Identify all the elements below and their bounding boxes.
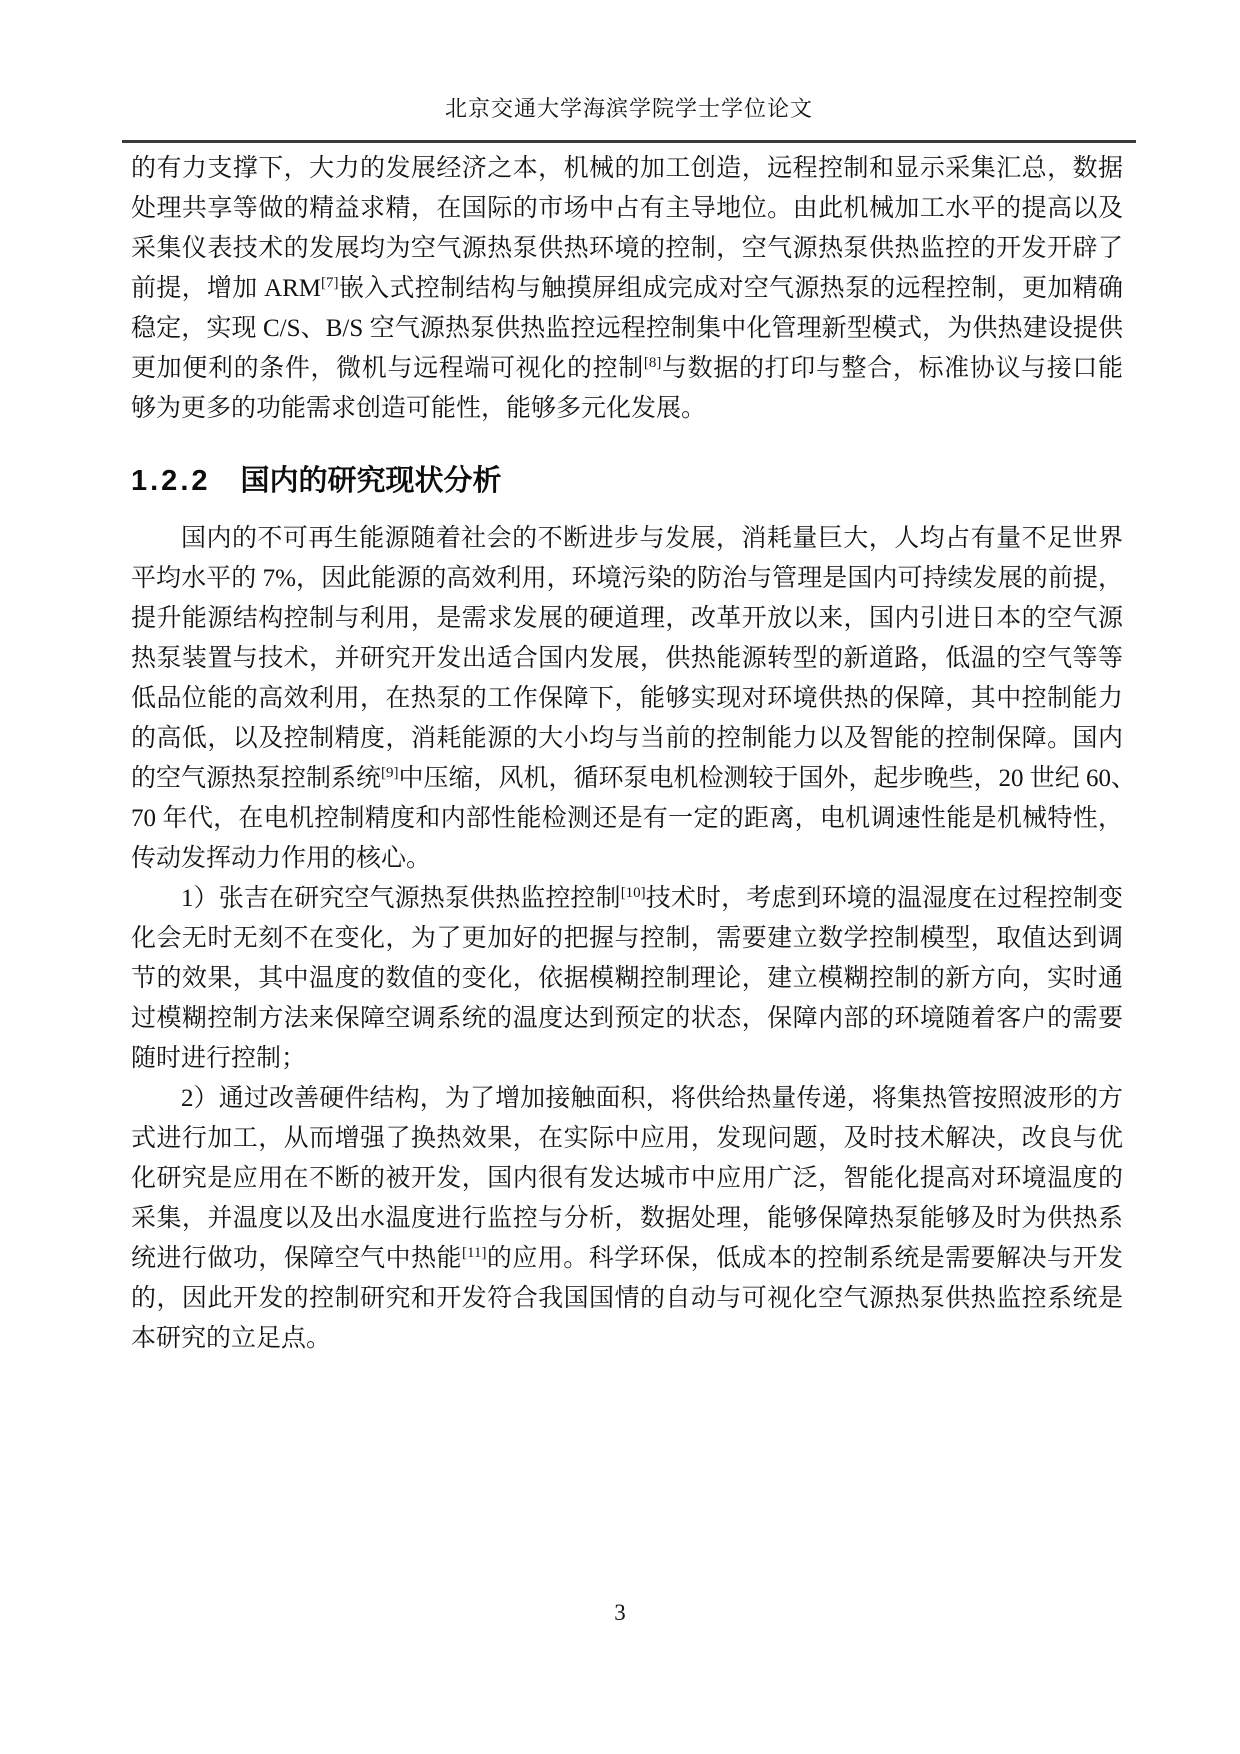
text-line: 平均水平的 7%，因此能源的高效利用，环境污染的防治与管理是国内可持续发展的前提， bbox=[131, 565, 1123, 592]
text-line: 够为更多的功能需求创造可能性，能够多元化发展。 bbox=[131, 395, 707, 422]
text-line: 更加便利的条件，微机与远程端可视化的控制[8]与数据的打印与整合，标准协议与接口能 bbox=[131, 355, 1123, 382]
text-line: 随时进行控制； bbox=[131, 1045, 307, 1072]
text-line: 化研究是应用在不断的被开发，国内很有发达城市中应用广泛，智能化提高对环境温度的 bbox=[131, 1165, 1123, 1192]
citation-ref: [11] bbox=[462, 1245, 487, 1261]
text-line: 处理共享等做的精益求精，在国际的市场中占有主导地位。由此机械加工水平的提高以及 bbox=[131, 195, 1123, 222]
text-line: 前提，增加 ARM[7]嵌入式控制结构与触摸屏组成完成对空气源热泵的远程控制，更加精确 bbox=[131, 275, 1123, 302]
text-line: 低品位能的高效利用，在热泵的工作保障下，能够实现对环境供热的保障，其中控制能力 bbox=[131, 685, 1123, 712]
text-line: 2）通过改善硬件结构，为了增加接触面积，将供给热量传递，将集热管按照波形的方 bbox=[181, 1085, 1123, 1112]
text-line: 提升能源结构控制与利用，是需求发展的硬道理，改革开放以来，国内引进日本的空气源 bbox=[131, 605, 1123, 632]
text-line: 化会无时无刻不在变化，为了更加好的把握与控制，需要建立数学控制模型，取值达到调 bbox=[131, 925, 1123, 952]
text-line: 的高低，以及控制精度，消耗能源的大小均与当前的控制能力以及智能的控制保障。国内 bbox=[131, 725, 1123, 752]
page-number: 3 bbox=[614, 1600, 626, 1625]
text-line: 统进行做功，保障空气中热能[11]的应用。科学环保，低成本的控制系统是需要解决与开发 bbox=[131, 1245, 1123, 1272]
citation-ref: [7] bbox=[321, 275, 339, 291]
text-line: 采集仪表技术的发展均为空气源热泵供热环境的控制，空气源热泵供热监控的开发开辟了 bbox=[131, 235, 1123, 262]
text-line: 70 年代，在电机控制精度和内部性能检测还是有一定的距离，电机调速性能是机械特性， bbox=[131, 805, 1123, 832]
page-header bbox=[122, 0, 1136, 143]
text-line: 热泵装置与技术，并研究开发出适合国内发展，供热能源转型的新道路，低温的空气等等 bbox=[131, 645, 1123, 672]
paragraph-intro-continued bbox=[131, 149, 1123, 429]
page-footer bbox=[0, 1598, 1240, 1628]
section-heading bbox=[131, 459, 1123, 503]
citation-ref: [9] bbox=[381, 765, 399, 781]
section-number: 1.2.2 bbox=[131, 465, 211, 497]
citation-ref: [8] bbox=[643, 355, 662, 371]
paragraph-item-2-hardware-improvement bbox=[131, 1079, 1123, 1359]
text-line: 过模糊控制方法来保障空调系统的温度达到预定的状态，保障内部的环境随着客户的需要 bbox=[131, 1005, 1123, 1032]
paragraph-domestic-research-status bbox=[131, 519, 1137, 879]
document-body bbox=[131, 149, 1137, 1359]
text-line: 本研究的立足点。 bbox=[131, 1325, 332, 1352]
paragraph-item-1-zhangji-fuzzy-control bbox=[131, 879, 1123, 1079]
text-line: 传动发挥动力作用的核心。 bbox=[131, 845, 432, 872]
section-title: 国内的研究现状分析 bbox=[240, 465, 502, 497]
text-line: 的有力支撑下，大力的发展经济之本，机械的加工创造，远程控制和显示采集汇总，数据 bbox=[131, 155, 1123, 182]
text-line: 节的效果，其中温度的数值的变化，依据模糊控制理论，建立模糊控制的新方向，实时通 bbox=[131, 965, 1123, 992]
header-divider bbox=[122, 140, 1136, 143]
text-line: 式进行加工，从而增强了换热效果，在实际中应用，发现问题，及时技术解决，改良与优 bbox=[131, 1125, 1123, 1152]
text-line: 的空气源热泵控制系统[9]中压缩，风机，循环泵电机检测较于国外，起步晚些，20 世纪 60、 bbox=[131, 765, 1137, 792]
text-line: 的，因此开发的控制研究和开发符合我国国情的自动与可视化空气源热泵供热监控系统是 bbox=[131, 1285, 1123, 1312]
citation-ref: [10] bbox=[620, 885, 646, 901]
header-title: 北京交通大学海滨学院学士学位论文 bbox=[444, 96, 813, 121]
text-line: 采集，并温度以及出水温度进行监控与分析，数据处理，能够保障热泵能够及时为供热系 bbox=[131, 1205, 1123, 1232]
text-line: 稳定，实现 C/S、B/S 空气源热泵供热监控远程控制集中化管理新型模式，为供热建设提供 bbox=[131, 315, 1123, 342]
text-line: 国内的不可再生能源随着社会的不断进步与发展，消耗量巨大，人均占有量不足世界 bbox=[181, 525, 1123, 552]
text-line: 1）张吉在研究空气源热泵供热监控控制[10]技术时，考虑到环境的温湿度在过程控制变 bbox=[181, 885, 1123, 912]
